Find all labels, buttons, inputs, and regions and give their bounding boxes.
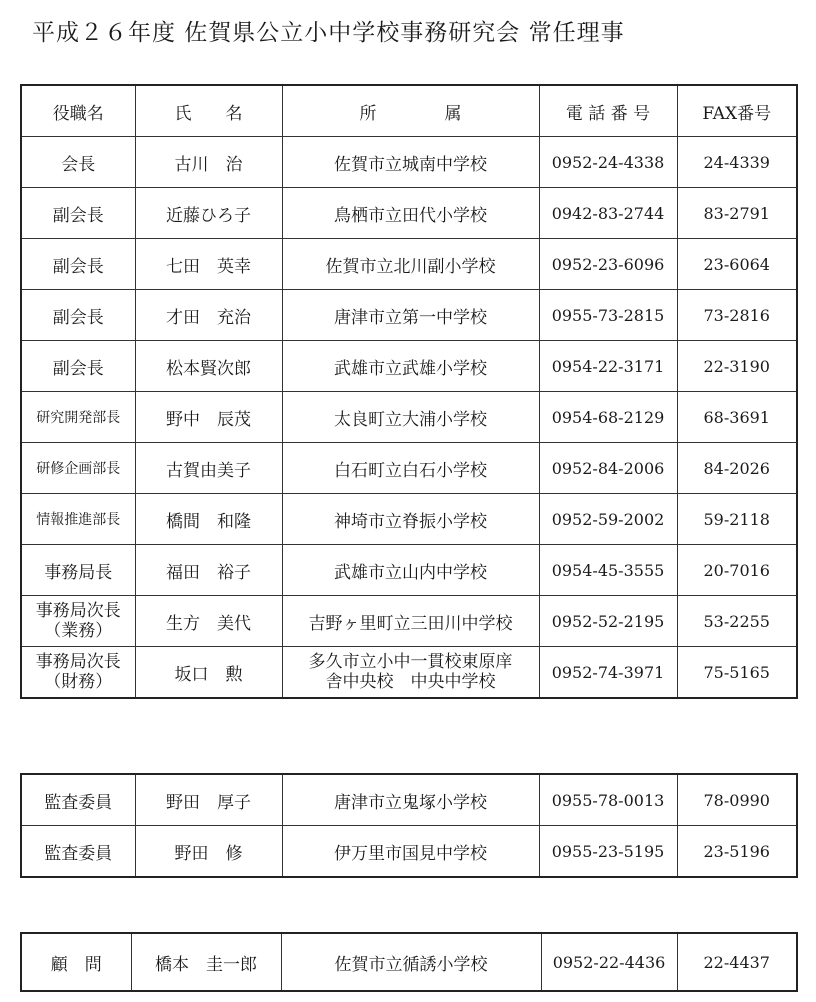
cell-fax: 59-2118 [677, 494, 797, 545]
cell-name: 七田 英幸 [135, 239, 282, 290]
cell-phone: 0955-23-5195 [539, 826, 677, 878]
cell-fax: 75-5165 [677, 647, 797, 699]
cell-affiliation: 唐津市立第一中学校 [282, 290, 539, 341]
cell-role: 副会長 [21, 188, 135, 239]
cell-phone: 0955-78-0013 [539, 774, 677, 826]
cell-fax: 23-6064 [677, 239, 797, 290]
role-line: 事務局次長 [35, 601, 121, 621]
role-line: 事務局次長 [35, 652, 121, 672]
cell-affiliation: 太良町立大浦小学校 [282, 392, 539, 443]
cell-phone: 0942-83-2744 [539, 188, 677, 239]
table-row [21, 494, 797, 545]
cell-phone: 0955-73-2815 [539, 290, 677, 341]
cell-fax: 83-2791 [677, 188, 797, 239]
cell-phone: 0954-45-3555 [539, 545, 677, 596]
cell-fax: 23-5196 [677, 826, 797, 878]
cell-phone: 0952-22-4436 [541, 933, 677, 991]
cell-role [21, 596, 135, 647]
role-note: （業務） [44, 621, 113, 641]
cell-phone: 0952-59-2002 [539, 494, 677, 545]
table-row [21, 596, 797, 647]
table-row [21, 137, 797, 188]
cell-role: 情報推進部長 [21, 494, 135, 545]
cell-affiliation: 鳥栖市立田代小学校 [282, 188, 539, 239]
page-title: 平成２６年度 佐賀県公立小中学校事務研究会 常任理事 [32, 20, 625, 46]
cell-phone: 0952-84-2006 [539, 443, 677, 494]
officers-table [20, 84, 798, 699]
cell-name: 坂口 勲 [135, 647, 282, 699]
cell-role: 会長 [21, 137, 135, 188]
cell-fax: 20-7016 [677, 545, 797, 596]
cell-name: 福田 裕子 [135, 545, 282, 596]
table-row [21, 443, 797, 494]
cell-affiliation: 吉野ヶ里町立三田川中学校 [282, 596, 539, 647]
table-row [21, 933, 797, 991]
auditors-table [20, 773, 798, 878]
cell-role: 副会長 [21, 290, 135, 341]
cell-role: 研修企画部長 [21, 443, 135, 494]
cell-name: 古川 治 [135, 137, 282, 188]
cell-fax: 53-2255 [677, 596, 797, 647]
table-row [21, 290, 797, 341]
header-fax: FAX番号 [677, 85, 797, 137]
table-row [21, 392, 797, 443]
table-row [21, 188, 797, 239]
table-row [21, 239, 797, 290]
cell-affiliation: 佐賀市立循誘小学校 [281, 933, 541, 991]
cell-phone: 0952-23-6096 [539, 239, 677, 290]
cell-affiliation: 唐津市立鬼塚小学校 [282, 774, 539, 826]
advisors-table [20, 932, 798, 992]
cell-name: 古賀由美子 [135, 443, 282, 494]
table-row [21, 341, 797, 392]
cell-phone: 0952-52-2195 [539, 596, 677, 647]
cell-affiliation: 神埼市立脊振小学校 [282, 494, 539, 545]
affiliation-line: 多久市立小中一貫校東原庠 [308, 652, 513, 672]
cell-affiliation: 武雄市立山内中学校 [282, 545, 539, 596]
header-role: 役職名 [21, 85, 135, 137]
cell-affiliation: 白石町立白石小学校 [282, 443, 539, 494]
cell-phone: 0954-22-3171 [539, 341, 677, 392]
cell-affiliation: 佐賀市立北川副小学校 [282, 239, 539, 290]
cell-name: 松本賢次郎 [135, 341, 282, 392]
cell-name: 野田 修 [135, 826, 282, 878]
cell-affiliation: 武雄市立武雄小学校 [282, 341, 539, 392]
cell-phone: 0952-74-3971 [539, 647, 677, 699]
cell-affiliation: 伊万里市国見中学校 [282, 826, 539, 878]
cell-name: 生方 美代 [135, 596, 282, 647]
cell-fax: 24-4339 [677, 137, 797, 188]
header-name: 氏 名 [135, 85, 282, 137]
cell-name: 野田 厚子 [135, 774, 282, 826]
role-note: （財務） [44, 672, 113, 692]
cell-affiliation: 佐賀市立城南中学校 [282, 137, 539, 188]
header-phone: 電 話 番 号 [539, 85, 677, 137]
table-row [21, 647, 797, 699]
cell-name: 近藤ひろ子 [135, 188, 282, 239]
affiliation-line: 舎中央校 中央中学校 [325, 672, 496, 692]
cell-fax: 22-3190 [677, 341, 797, 392]
cell-role: 監査委員 [21, 774, 135, 826]
cell-role: 顧 問 [21, 933, 131, 991]
cell-name: 才田 充治 [135, 290, 282, 341]
cell-role: 事務局長 [21, 545, 135, 596]
header-affiliation: 所 属 [282, 85, 539, 137]
cell-fax: 73-2816 [677, 290, 797, 341]
cell-fax: 68-3691 [677, 392, 797, 443]
cell-fax: 78-0990 [677, 774, 797, 826]
table-row [21, 545, 797, 596]
cell-role: 研究開発部長 [21, 392, 135, 443]
cell-role: 副会長 [21, 239, 135, 290]
table-row [21, 826, 797, 878]
cell-role: 副会長 [21, 341, 135, 392]
table-header-row [21, 85, 797, 137]
cell-phone: 0954-68-2129 [539, 392, 677, 443]
cell-affiliation [282, 647, 539, 699]
cell-fax: 22-4437 [677, 933, 797, 991]
cell-role [21, 647, 135, 699]
cell-name: 橋間 和隆 [135, 494, 282, 545]
cell-phone: 0952-24-4338 [539, 137, 677, 188]
cell-fax: 84-2026 [677, 443, 797, 494]
table-row [21, 774, 797, 826]
cell-name: 橋本 圭一郎 [131, 933, 281, 991]
cell-role: 監査委員 [21, 826, 135, 878]
cell-name: 野中 辰茂 [135, 392, 282, 443]
